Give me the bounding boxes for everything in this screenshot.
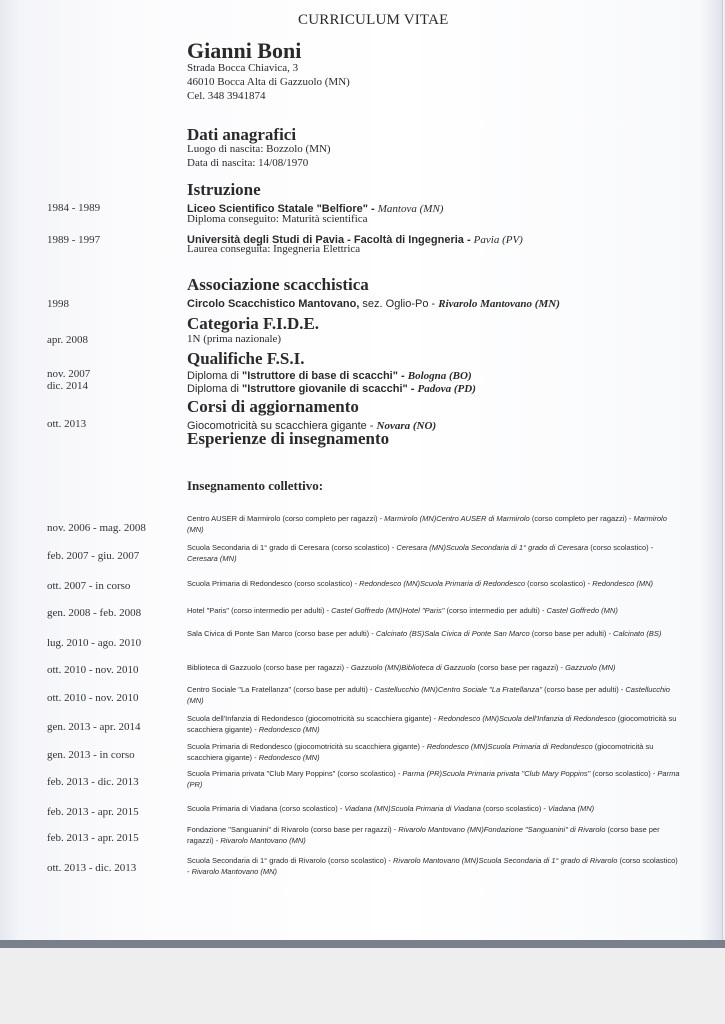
qualifica-2: Diploma di "Istruttore giovanile di scacchi" - Padova (PD) xyxy=(187,383,476,395)
teach-date: gen. 2013 - apr. 2014 xyxy=(47,721,141,733)
teach-row: Hotel "Paris" (corso intermedio per adulti) - Castel Goffredo (MN)Hotel "Paris" (corso intermedio per adulti) - Castel Goffredo (MN) xyxy=(187,606,618,615)
section-heading-associazione: Associazione scacchistica xyxy=(187,275,369,294)
section-heading-istruzione: Istruzione xyxy=(187,180,261,199)
date-istruzione-1: 1984 - 1989 xyxy=(47,202,101,214)
document-title: CURRICULUM VITAE xyxy=(298,12,449,28)
teach-date: nov. 2006 - mag. 2008 xyxy=(47,522,146,534)
qualifica-1: Diploma di "Istruttore di base di scacchi" - Bologna (BO) xyxy=(187,370,472,382)
date-corsi: ott. 2013 xyxy=(47,418,87,430)
date-istruzione-2: 1989 - 1997 xyxy=(47,234,101,246)
section-heading-esperienze: Esperienze di insegnamento xyxy=(187,429,390,448)
subheading-collettivo: Insegnamento collettivo: xyxy=(187,478,324,493)
section-heading-qualifiche: Qualifiche F.S.I. xyxy=(187,349,305,368)
teach-date: gen. 2013 - in corso xyxy=(47,749,135,761)
edu-item-1: Liceo Scientifico Statale "Belfiore" - Mantova (MN) xyxy=(187,203,444,215)
teach-date: ott. 2007 - in corso xyxy=(47,580,131,592)
categoria-value: 1N (prima nazionale) xyxy=(187,333,282,345)
teach-date: lug. 2010 - ago. 2010 xyxy=(47,637,142,649)
teach-row: Biblioteca di Gazzuolo (corso base per ragazzi) - Gazzuolo (MN)Biblioteca di Gazzuolo (corso base per ragazzi) - Gazzuolo (MN) xyxy=(187,663,616,672)
teach-row: Centro AUSER di Marmirolo (corso completo per ragazzi) - Marmirolo (MN)Centro AUSER di Marmirolo (corso completo per ragazzi) - Marmirolo (MN) xyxy=(187,514,667,534)
date-categoria: apr. 2008 xyxy=(47,334,88,346)
phone: Cel. 348 3941874 xyxy=(187,90,266,102)
teach-date: feb. 2007 - giu. 2007 xyxy=(47,550,140,562)
teach-date: ott. 2010 - nov. 2010 xyxy=(47,664,139,676)
teach-row: Scuola Secondaria di 1° grado di Rivarolo (corso scolastico) - Rivarolo Mantovano (MN)Scuola Secondaria di 1° grado di Rivarolo (corso scolastico) - Rivarolo Mantovano (MN) xyxy=(187,856,678,876)
address-line-1: Strada Bocca Chiavica, 3 xyxy=(187,62,299,74)
teach-row: Scuola Secondaria di 1° grado di Ceresara (corso scolastico) - Ceresara (MN)Scuola Secondaria di 1° grado di Ceresara (corso scolastico) - Ceresara (MN) xyxy=(187,543,654,563)
teach-row: Fondazione "Sanguanini" di Rivarolo (corso base per ragazzi) - Rivarolo Mantovano (MN)Fondazione "Sanguanini" di Rivarolo (corso base per ragazzi) - Rivarolo Mantovano (MN) xyxy=(187,825,660,845)
section-heading-categoria: Categoria F.I.D.E. xyxy=(187,314,320,333)
teach-row: Scuola Primaria di Redondesco (giocomotricità su scacchiera gigante) - Redondesco (MN)Scuola Primaria di Redondesco (giocomotricità su scacchiera gigante) - Redondesco (MN) xyxy=(187,742,654,762)
section-heading-dati: Dati anagrafici xyxy=(187,125,297,144)
section-heading-corsi: Corsi di aggiornamento xyxy=(187,397,359,416)
teach-row: Scuola Primaria di Redondesco (corso scolastico) - Redondesco (MN)Scuola Primaria di Redondesco (corso scolastico) - Redondesco (MN) xyxy=(187,579,654,588)
teach-row: Scuola Primaria di Viadana (corso scolastico) - Viadana (MN)Scuola Primaria di Viadana (corso scolastico) - Viadana (MN) xyxy=(187,804,595,813)
teach-date: gen. 2008 - feb. 2008 xyxy=(47,607,142,619)
date-associazione: 1998 xyxy=(47,298,69,310)
person-name: Gianni Boni xyxy=(187,38,302,63)
birthdate: Data di nascita: 14/08/1970 xyxy=(187,157,309,169)
address-line-2: 46010 Bocca Alta di Gazzuolo (MN) xyxy=(187,76,350,88)
teach-date: ott. 2013 - dic. 2013 xyxy=(47,862,137,874)
edu-detail-1: Diploma conseguito: Maturità scientifica xyxy=(187,213,368,225)
club-line: Circolo Scacchistico Mantovano, sez. Oglio-Po - Rivarolo Mantovano (MN) xyxy=(187,298,560,310)
teach-date: feb. 2013 - apr. 2015 xyxy=(47,806,139,818)
scan-bottom-edge xyxy=(0,940,725,948)
teach-date: feb. 2013 - dic. 2013 xyxy=(47,776,139,788)
teach-date: feb. 2013 - apr. 2015 xyxy=(47,832,139,844)
teach-row: Scuola dell'Infanzia di Redondesco (giocomotricità su scacchiera gigante) - Redondesco (MN)Scuola dell'Infanzia di Redondesco (giocomotricità su scacchiera gigante) - Redondesco (MN) xyxy=(187,714,677,734)
edu-item-2: Università degli Studi di Pavia - Facoltà di Ingegneria - Pavia (PV) xyxy=(187,234,523,246)
birthplace: Luogo di nascita: Bozzolo (MN) xyxy=(187,143,331,155)
teach-row: Scuola Primaria privata "Club Mary Poppins" (corso scolastico) - Parma (PR)Scuola Primaria privata "Club Mary Poppins" (corso scolastico) - Parma (PR) xyxy=(187,769,680,789)
date-qualifica-1: nov. 2007 xyxy=(47,368,91,380)
teach-row: Centro Sociale "La Fratellanza" (corso base per adulti) - Castellucchio (MN)Centro Sociale "La Fratellanza" (corso base per adulti) - Castellucchio (MN) xyxy=(187,685,670,705)
teach-row: Sala Civica di Ponte San Marco (corso base per adulti) - Calcinato (BS)Sala Civica di Ponte San Marco (corso base per adulti) - Calcinato (BS) xyxy=(187,629,662,638)
scan-background xyxy=(0,948,725,1024)
edu-detail-2: Laurea conseguita: Ingegneria Elettrica xyxy=(187,243,361,255)
date-qualifica-2: dic. 2014 xyxy=(47,380,88,392)
corso-line: Giocomotricità su scacchiera gigante - Novara (NO) xyxy=(187,420,437,432)
teach-date: ott. 2010 - nov. 2010 xyxy=(47,692,139,704)
